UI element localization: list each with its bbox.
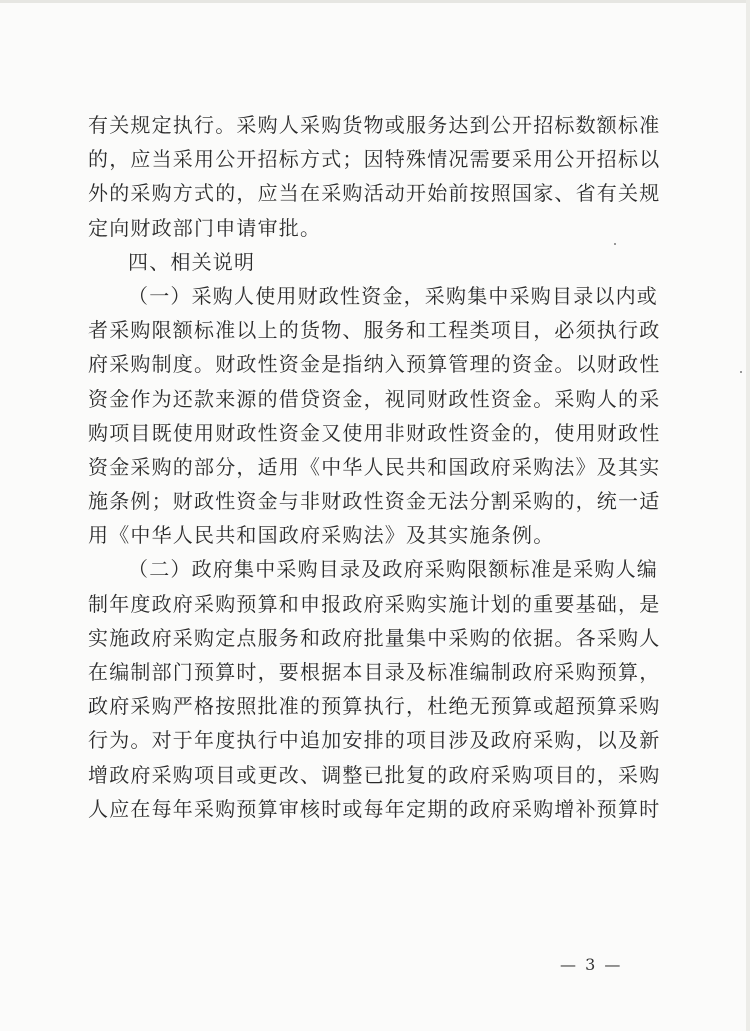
text-line: （一）采购人使用财政性资金，采购集中采购目录以内或 [128,283,658,308]
text-line: 资金作为还款来源的借贷资金，视同财政性资金。采购人的采 [88,386,661,411]
text-line: 者采购限额标准以上的货物、服务和工程类项目，必须执行政 [88,318,661,343]
scan-speck [614,243,616,245]
text-line: 施条例；财政性资金与非财政性资金无法分割采购的，统一适 [88,489,661,514]
text-line: 购项目既使用财政性资金又使用非财政性资金的，使用财政性 [88,420,661,445]
text-line: 有关规定执行。采购人采购货物或服务达到公开招标数额标准 [88,113,661,137]
text-line: 用《中华人民共和国政府采购法》及其实施条例。 [88,523,555,548]
page-number: — 3 — [560,955,623,974]
text-line: 政府采购严格按照批准的预算执行，杜绝无预算或超预算采购 [88,694,661,719]
body-text [88,108,661,826]
text-line: 制年度政府采购预算和申报政府采购实施计划的重要基础，是 [88,591,661,616]
scan-edge-top [0,0,750,3]
scan-speck [740,371,742,373]
text-line: 增政府采购项目或更改、调整已批复的政府采购项目的，采购 [88,762,661,787]
text-line: 行为。对于年度执行中追加安排的项目涉及政府采购，以及新 [88,728,661,753]
text-line: 定向财政部门申请审批。 [88,215,322,240]
text-line: 实施政府采购定点服务和政府批量集中采购的依据。各采购人 [88,625,661,650]
text-line: 的，应当采用公开招标方式；因特殊情况需要采用公开招标以 [88,147,661,172]
text-line: 人应在每年采购预算审核时或每年定期的政府采购增补预算时 [88,796,661,821]
text-line: （二）政府集中采购目录及政府采购限额标准是采购人编 [128,557,658,582]
text-line: 资金采购的部分，适用《中华人民共和国政府采购法》及其实 [88,454,661,479]
text-line: 外的采购方式的，应当在采购活动开始前按照国家、省有关规 [88,181,661,206]
scan-edge-right [746,0,750,1031]
text-line: 府采购制度。财政性资金是指纳入预算管理的资金。以财政性 [88,352,661,377]
text-line: 在编制部门预算时，要根据本目录及标准编制政府采购预算， [88,660,661,684]
section-heading: 四、相关说明 [128,249,256,274]
